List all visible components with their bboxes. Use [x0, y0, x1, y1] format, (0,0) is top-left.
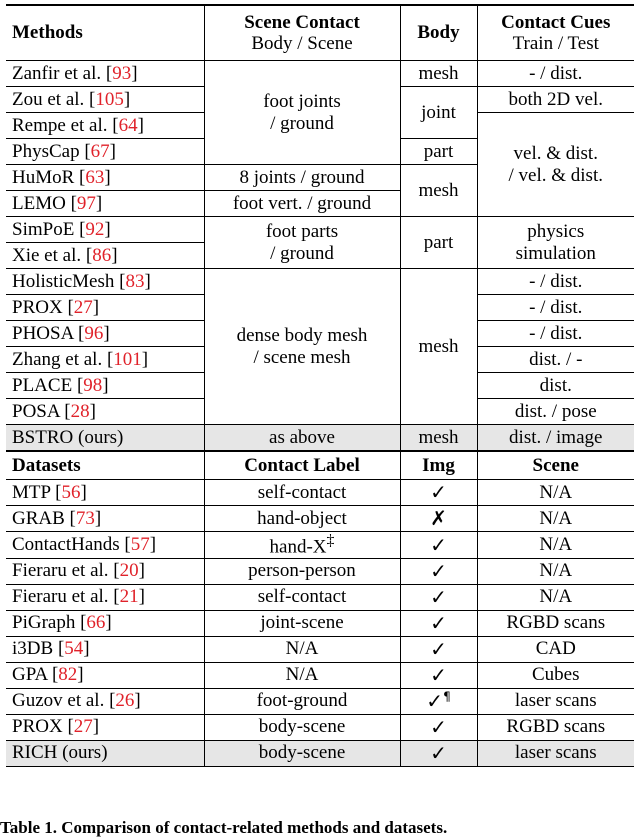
method-name: LEMO [97] [6, 191, 204, 217]
header-contact-cues: Contact Cues Train / Test [477, 5, 634, 61]
dataset-row [6, 480, 634, 506]
dataset-row [6, 610, 634, 636]
method-row [6, 269, 634, 295]
method-name: PROX [27] [6, 295, 204, 321]
contact-label-cell: foot-ground [204, 688, 400, 714]
dataset-name: MTP [56] [6, 480, 204, 506]
dataset-row [6, 714, 634, 740]
contact-label-cell: self-contact [204, 480, 400, 506]
cue-cell: - / dist. [477, 269, 634, 295]
header-img: Img [400, 451, 477, 480]
table-caption: Table 1. Comparison of contact-related methods and datasets. [0, 818, 448, 837]
cue-cell: vel. & dist. / vel. & dist. [477, 113, 634, 217]
comparison-table [6, 4, 634, 767]
contact-label-cell: joint-scene [204, 610, 400, 636]
contact-label-cell: N/A [204, 662, 400, 688]
scene-contact-cell: 8 joints / ground [204, 165, 400, 191]
scene-cell: N/A [477, 558, 634, 584]
dataset-row [6, 688, 634, 714]
dataset-name: Fieraru et al. [20] [6, 558, 204, 584]
method-name: HolisticMesh [83] [6, 269, 204, 295]
dataset-name: PiGraph [66] [6, 610, 204, 636]
body-cell: part [400, 217, 477, 269]
dataset-name: GRAB [73] [6, 506, 204, 532]
contact-label-cell: body-scene [204, 714, 400, 740]
img-check-icon: ✓ [400, 740, 477, 766]
method-name: Zou et al. [105] [6, 87, 204, 113]
body-cell: part [400, 139, 477, 165]
dataset-name: Guzov et al. [26] [6, 688, 204, 714]
method-name: BSTRO (ours) [6, 425, 204, 452]
header-methods: Methods [6, 5, 204, 61]
dataset-row-ours [6, 740, 634, 766]
img-check-icon: ✓ [400, 662, 477, 688]
header-contact-label: Contact Label [204, 451, 400, 480]
img-check-icon: ✓ [400, 610, 477, 636]
scene-cell: N/A [477, 480, 634, 506]
body-cell: mesh [400, 269, 477, 425]
dataset-name: PROX [27] [6, 714, 204, 740]
img-cross-icon: ✗ [400, 506, 477, 532]
cue-cell: - / dist. [477, 321, 634, 347]
body-cell: mesh [400, 165, 477, 217]
dataset-name: i3DB [54] [6, 636, 204, 662]
dataset-row [6, 636, 634, 662]
cue-cell: dist. / - [477, 347, 634, 373]
dataset-name: GPA [82] [6, 662, 204, 688]
contact-label-cell: person-person [204, 558, 400, 584]
body-cell: mesh [400, 425, 477, 452]
dataset-name: ContactHands [57] [6, 532, 204, 559]
contact-label-cell: hand-X‡ [204, 532, 400, 559]
method-name: Rempe et al. [64] [6, 113, 204, 139]
contact-label-cell: N/A [204, 636, 400, 662]
scene-cell: N/A [477, 584, 634, 610]
cue-cell: dist. / pose [477, 399, 634, 425]
scene-cell: N/A [477, 506, 634, 532]
img-check-icon: ✓ [400, 480, 477, 506]
contact-label-cell: self-contact [204, 584, 400, 610]
method-name: HuMoR [63] [6, 165, 204, 191]
cue-cell: - / dist. [477, 61, 634, 87]
dataset-name: RICH (ours) [6, 740, 204, 766]
body-cell: joint [400, 87, 477, 139]
scene-cell: N/A [477, 532, 634, 559]
header-datasets: Datasets [6, 451, 204, 480]
cue-cell: both 2D vel. [477, 87, 634, 113]
dataset-row [6, 662, 634, 688]
contact-label-cell: body-scene [204, 740, 400, 766]
scene-contact-cell: foot parts / ground [204, 217, 400, 269]
method-name: Zanfir et al. [93] [6, 61, 204, 87]
contact-label-cell: hand-object [204, 506, 400, 532]
cue-cell: - / dist. [477, 295, 634, 321]
scene-cell: laser scans [477, 688, 634, 714]
scene-contact-cell: foot joints / ground [204, 61, 400, 165]
method-name: PHOSA [96] [6, 321, 204, 347]
cue-cell: dist. [477, 373, 634, 399]
cue-cell: physics simulation [477, 217, 634, 269]
scene-cell: laser scans [477, 740, 634, 766]
dataset-row [6, 558, 634, 584]
scene-cell: RGBD scans [477, 610, 634, 636]
dataset-name: Fieraru et al. [21] [6, 584, 204, 610]
method-name: Zhang et al. [101] [6, 347, 204, 373]
scene-contact-cell: foot vert. / ground [204, 191, 400, 217]
method-name: SimPoE [92] [6, 217, 204, 243]
cue-cell: dist. / image [477, 425, 634, 452]
img-check-icon: ✓ [400, 714, 477, 740]
method-name: Xie et al. [86] [6, 243, 204, 269]
img-check-icon: ✓ [400, 532, 477, 559]
scene-contact-cell: as above [204, 425, 400, 452]
dataset-row [6, 532, 634, 559]
method-row-ours [6, 425, 634, 452]
img-check-icon: ✓ [400, 636, 477, 662]
method-row [6, 217, 634, 243]
dataset-row [6, 584, 634, 610]
scene-cell: Cubes [477, 662, 634, 688]
method-name: PLACE [98] [6, 373, 204, 399]
img-check-icon: ✓¶ [400, 688, 477, 714]
body-cell: mesh [400, 61, 477, 87]
header-body: Body [400, 5, 477, 61]
header-scene-contact: Scene Contact Body / Scene [204, 5, 400, 61]
scene-cell: RGBD scans [477, 714, 634, 740]
method-row [6, 61, 634, 87]
method-name: POSA [28] [6, 399, 204, 425]
scene-contact-cell: dense body mesh / scene mesh [204, 269, 400, 425]
header-scene: Scene [477, 451, 634, 480]
img-check-icon: ✓ [400, 558, 477, 584]
img-check-icon: ✓ [400, 584, 477, 610]
method-name: PhysCap [67] [6, 139, 204, 165]
scene-cell: CAD [477, 636, 634, 662]
dataset-row [6, 506, 634, 532]
